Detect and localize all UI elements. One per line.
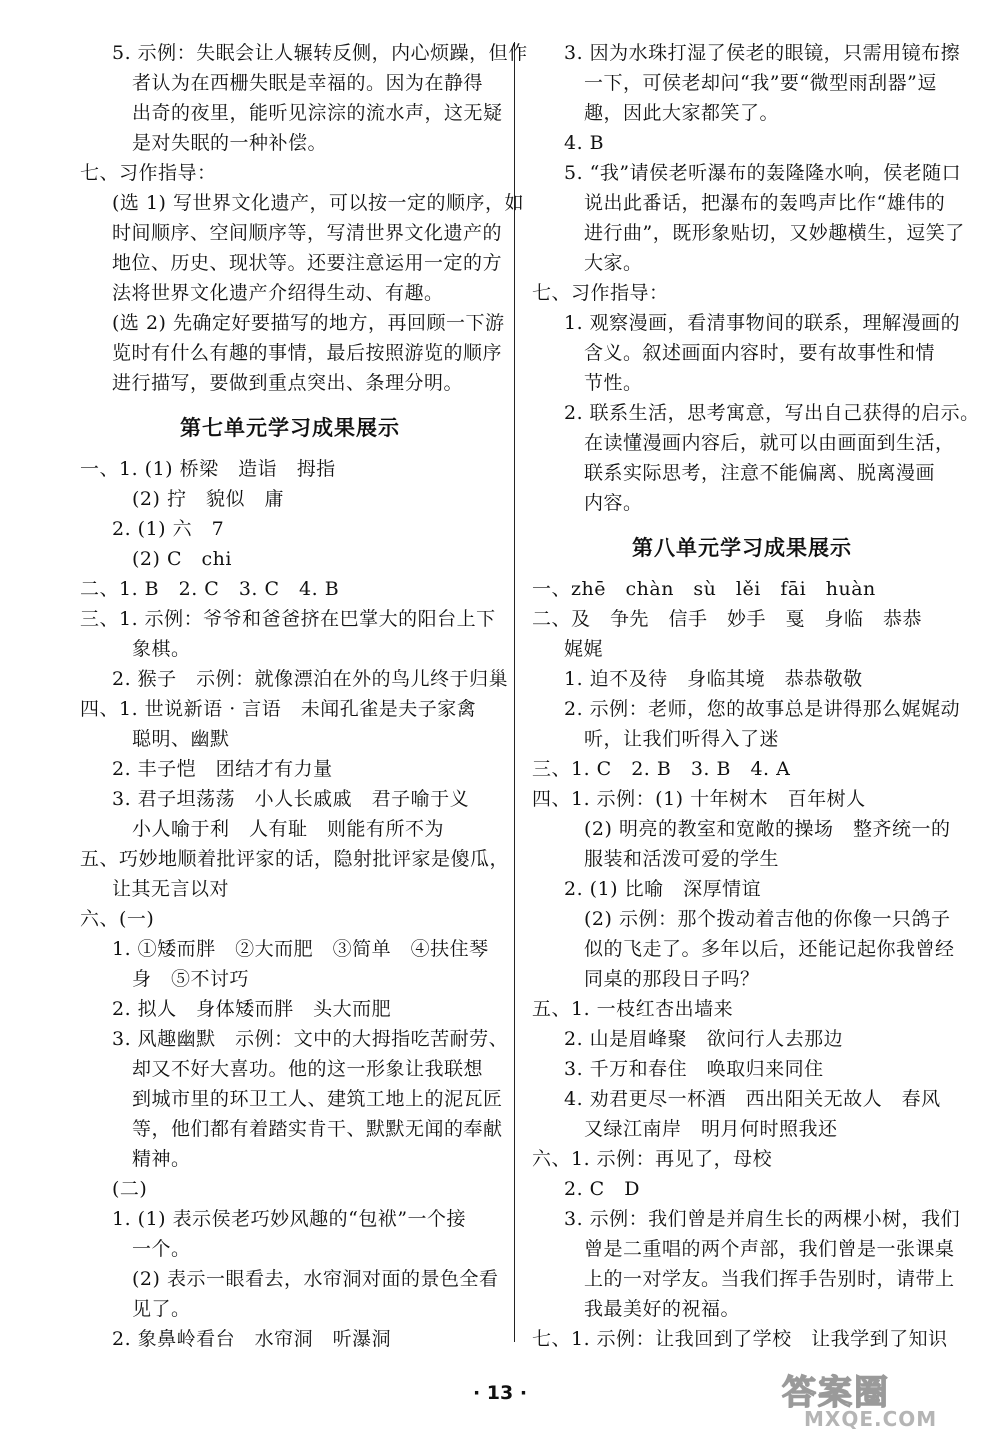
answer-line: 同桌的那段日子吗？	[584, 968, 760, 990]
section-heading: 第七单元学习成果展示	[180, 416, 400, 440]
column-divider	[514, 42, 515, 1342]
answer-line: 2. 象鼻岭看台 水帘洞 听瀑洞	[112, 1328, 392, 1350]
answer-line: 是对失眠的一种补偿。	[132, 132, 328, 154]
answer-line: 听，让我们听得入了迷	[584, 728, 780, 750]
answer-line: 在读懂漫画内容后，就可以由画面到生活，	[584, 432, 955, 454]
answer-line: (2) 表示一眼看去，水帘洞对面的景色全看	[132, 1268, 499, 1290]
answer-line: 出奇的夜里，能听见淙淙的流水声，这无疑	[132, 102, 503, 124]
answer-line: 节性。	[584, 372, 643, 394]
answer-line: (2) 明亮的教室和宽敞的操场 整齐统一的	[584, 818, 951, 840]
answer-line: 五、1. 一枝红杏出墙来	[532, 998, 734, 1020]
answer-line: 聪明、幽默	[132, 728, 230, 750]
answer-line: 进行描写，要做到重点突出、条理分明。	[112, 372, 464, 394]
answer-line: 说出此番话，把瀑布的轰鸣声比作“雄伟的	[584, 192, 946, 214]
answer-line: 见了。	[132, 1298, 191, 1320]
answer-line: 等，他们都有着踏实肯干、默默无闻的奉献	[132, 1118, 503, 1140]
watermark-title: 答案圈	[782, 1373, 890, 1413]
answer-line: 娓娓	[564, 638, 604, 660]
answer-line: 七、习作指导：	[532, 282, 669, 304]
answer-line: 六、(一)	[80, 908, 155, 930]
answer-line: 2. 示例：老师，您的故事总是讲得那么娓娓动	[564, 698, 961, 720]
answer-line: 曾是二重唱的两个声部，我们曾是一张课桌	[584, 1238, 955, 1260]
answer-line: 小人喻于利 人有耻 则能有所不为	[132, 818, 445, 840]
answer-line: 2. 山是眉峰聚 欲问行人去那边	[564, 1028, 844, 1050]
answer-line: 4. 劝君更尽一杯酒 西出阳关无故人 春风	[564, 1088, 941, 1110]
answer-line: 1. ①矮而胖 ②大而肥 ③简单 ④扶住琴	[112, 938, 489, 960]
page-number: · 13 ·	[472, 1382, 528, 1404]
answer-line: 二、及 争先 信手 妙手 戛 身临 恭恭	[532, 608, 923, 630]
answer-line: 一下，可侯老却问“我”要“微型雨刮器”逗	[584, 72, 937, 94]
answer-line: 三、1. C 2. B 3. B 4. A	[532, 758, 791, 780]
watermark-logo	[774, 1372, 974, 1430]
answer-line: 让其无言以对	[112, 878, 230, 900]
answer-line: 二、1. B 2. C 3. C 4. B	[80, 578, 340, 600]
answer-line: 七、1. 示例：让我回到了学校 让我学到了知识	[532, 1328, 948, 1350]
answer-line: 我最美好的祝福。	[584, 1298, 741, 1320]
answer-line: (2) 拧 貌似 庸	[132, 488, 284, 510]
answer-line: 趣，因此大家都笑了。	[584, 102, 780, 124]
answer-line: 五、巧妙地顺着批评家的话，隐射批评家是傻瓜，	[80, 848, 510, 870]
answer-line: (选 1) 写世界文化遗产，可以按一定的顺序，如	[112, 192, 524, 214]
answer-line: (选 2) 先确定好要描写的地方，再回顾一下游	[112, 312, 505, 334]
answer-line: 2. 猴子 示例：就像漂泊在外的鸟儿终于归巢	[112, 668, 509, 690]
answer-line: 含义。叙述画面内容时，要有故事性和情	[584, 342, 936, 364]
answer-line: 服装和活泼可爱的学生	[584, 848, 780, 870]
section-heading: 第八单元学习成果展示	[632, 536, 852, 560]
answer-line: 4. B	[564, 132, 605, 154]
answer-line: 2. C D	[564, 1178, 640, 1200]
answer-line: 身 ⑤不讨巧	[132, 968, 250, 990]
answer-line: 内容。	[584, 492, 643, 514]
answer-line: 3. 风趣幽默 示例：文中的大拇指吃苦耐劳、	[112, 1028, 509, 1050]
answer-line: 3. 因为水珠打湿了侯老的眼镜，只需用镜布擦	[564, 42, 961, 64]
answer-line: 四、1. 世说新语 · 言语 未闻孔雀是夫子家禽	[80, 698, 477, 720]
answer-line: 精神。	[132, 1148, 191, 1170]
answer-line: 六、1. 示例：再见了，母校	[532, 1148, 773, 1170]
answer-line: 大家。	[584, 252, 643, 274]
answer-line: 三、1. 示例：爷爷和爸爸挤在巴掌大的阳台上下	[80, 608, 496, 630]
answer-line: 一、zhē chàn sù lěi fāi huàn	[532, 578, 876, 600]
answer-line: 似的飞走了。多年以后，还能记起你我曾经	[584, 938, 955, 960]
watermark-url: MXQE.COM	[804, 1407, 938, 1430]
answer-line: (2) 示例：那个拨动着吉他的你像一只鸽子	[584, 908, 951, 930]
answer-line: 3. 君子坦荡荡 小人长戚戚 君子喻于义	[112, 788, 470, 810]
answer-line: 象棋。	[132, 638, 191, 660]
answer-line: 1. 迫不及待 身临其境 恭恭敬敬	[564, 668, 863, 690]
answer-line: (二)	[112, 1178, 148, 1200]
answer-line: 又绿江南岸 明月何时照我还	[584, 1118, 838, 1140]
answer-line: 1. (1) 表示侯老巧妙风趣的“包袱”一个接	[112, 1208, 467, 1230]
answer-line: 2. 丰子恺 团结才有力量	[112, 758, 333, 780]
answer-line: 联系实际思考，注意不能偏离、脱离漫画	[584, 462, 936, 484]
answer-line: 法将世界文化遗产介绍得生动、有趣。	[112, 282, 444, 304]
answer-line: 四、1. 示例：(1) 十年树木 百年树人	[532, 788, 866, 810]
answer-line: 2. (1) 比喻 深厚情谊	[564, 878, 762, 900]
answer-line: 1. 观察漫画，看清事物间的联系，理解漫画的	[564, 312, 961, 334]
answer-line: 2. 联系生活，思考寓意，写出自己获得的启示。	[564, 402, 980, 424]
answer-line: 者认为在西栅失眠是幸福的。因为在静得	[132, 72, 484, 94]
left-column	[80, 38, 528, 1354]
answer-line: 3. 示例：我们曾是并肩生长的两棵小树，我们	[564, 1208, 961, 1230]
answer-line: 到城市里的环卫工人、建筑工地上的泥瓦匠	[132, 1088, 503, 1110]
answer-line: 时间顺序、空间顺序等，写清世界文化遗产的	[112, 222, 503, 244]
answer-line: 却又不好大喜功。他的这一形象让我联想	[132, 1058, 484, 1080]
answer-line: 览时有什么有趣的事情，最后按照游览的顺序	[112, 342, 503, 364]
answer-line: 七、习作指导：	[80, 162, 217, 184]
answer-line: (2) C chi	[132, 548, 232, 570]
answer-line: 3. 千万和春住 唤取归来同住	[564, 1058, 824, 1080]
answer-line: 一个。	[132, 1238, 191, 1260]
right-column	[532, 38, 980, 1354]
answer-line: 进行曲”，既形象贴切，又妙趣横生，逗笑了	[584, 222, 965, 244]
answer-line: 上的一对学友。当我们挥手告别时，请带上	[584, 1268, 955, 1290]
answer-line: 5. 示例：失眠会让人辗转反侧，内心烦躁，但作	[112, 42, 528, 64]
answer-line: 一、1. (1) 桥梁 造诣 拇指	[80, 458, 336, 480]
answer-line: 5. “我”请侯老听瀑布的轰隆隆水响，侯老随口	[564, 162, 962, 184]
answer-line: 2. 拟人 身体矮而胖 头大而肥	[112, 998, 392, 1020]
answer-line: 2. (1) 六 7	[112, 518, 225, 540]
answer-line: 地位、历史、现状等。还要注意运用一定的方	[112, 252, 503, 274]
